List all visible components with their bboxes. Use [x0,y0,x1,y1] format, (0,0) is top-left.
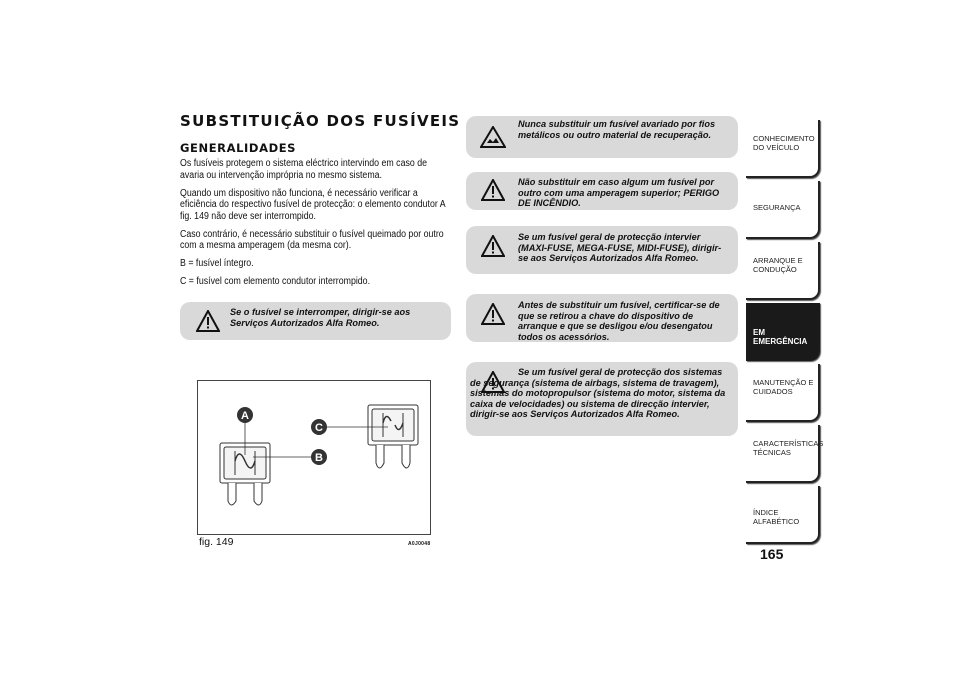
note-text: Se o fusível se interromper, dirigir-se aos Serviços Autorizados Alfa Romeo. [230,307,411,328]
paragraph: Quando um dispositivo não funciona, é necessário verificar a eficiência do respectivo fusível de protecção: o elemento condutor A fig. 149 não deve ser interrompido. [180,187,446,222]
figure-label: fig. 149 [199,536,234,548]
warning-box-3 [466,226,738,274]
tab-label: CONHECIMENTO DO VEÍCULO [753,134,815,152]
tab-conhecimento-do-veiculo[interactable] [746,120,820,178]
paragraph: Caso contrário, é necessário substituir o fusível queimado por outro com a mesma amperagem (da mesma cor). [180,228,444,251]
callout-c [311,419,327,435]
paragraph: B = fusível íntegro. [180,258,254,269]
tab-label: CARACTERÍSTICAS TÉCNICAS [753,439,824,457]
body-text [180,158,450,294]
tab-label: ÍNDICE ALFABÉTICO [753,508,800,526]
warning-triangle-icon [481,179,505,201]
warning-box-5 [466,362,738,436]
warning-text: Se um fusível geral de protecção intervier (MAXI-FUSE, MEGA-FUSE, MIDI-FUSE), dirigir-se aos Serviços Autorizados Alfa Romeo. [518,232,722,263]
section-title: SUBSTITUIÇÃO DOS FUSÍVEIS [180,112,461,130]
tab-label: EM EMERGÊNCIA [753,328,808,346]
warning-text: Se um fusível geral de protecção dos sistemas de segurança (sistema de airbags, sistema de travagem), sistemas do motopropulsor (sistema do motor, sistema da caixa de velocidades) ou sistema de direcção intervier, dirigir-se aos Serviços Autorizados Alfa Romeo. [470,367,726,419]
warning-text: Nunca substituir um fusível avariado por fios metálicos ou outro material de recuperação. [518,119,716,140]
svg-text:A: A [241,410,249,422]
warning-triangle-icon [481,235,505,257]
tab-manutencao-e-cuidados[interactable] [746,364,820,422]
svg-text:C: C [315,422,323,434]
warning-box-1 [466,116,738,158]
tab-arranque-e-conducao[interactable] [746,242,820,300]
fuse-illustration [198,381,430,534]
callout-a [237,407,253,423]
warning-text: Antes de substituir um fusível, certificar-se de que se retirou a chave do dispositivo de arranque e que se desligou e/ou desengatou todos os acessórios. [518,300,720,342]
warning-triangle-icon [196,310,220,332]
tab-caracteristicas-tecnicas[interactable] [746,425,824,483]
tab-label: SEGURANÇA [753,203,801,212]
blown-fuse [368,405,418,468]
page-number: 165 [760,546,784,562]
tab-em-emergencia[interactable] [746,303,820,361]
fuse-figure [197,380,431,535]
tab-seguranca[interactable] [746,181,820,239]
callout-b [311,449,327,465]
environment-warning-icon [480,126,506,148]
tab-label: MANUTENÇÃO E CUIDADOS [753,378,814,396]
svg-text:B: B [315,452,323,464]
warning-box-4 [466,294,738,342]
tab-indice-alfabetico[interactable] [746,486,820,544]
warning-text: Não substituir em caso algum um fusível por outro com uma amperagem superior; PERIGO DE INCÊNDIO. [518,177,720,208]
figure-code: A0J0048 [408,541,431,547]
warning-box-2 [466,172,738,210]
paragraph: C = fusível com elemento condutor interrompido. [180,276,371,287]
note-box [180,302,451,340]
paragraph: Os fusíveis protegem o sistema eléctrico intervindo em caso de avaria ou intervenção imprópria no mesmo sistema. [180,158,428,181]
section-subtitle: GENERALIDADES [180,141,297,155]
warning-triangle-icon [481,303,505,325]
tab-label: ARRANQUE E CONDUÇÃO [753,256,803,274]
